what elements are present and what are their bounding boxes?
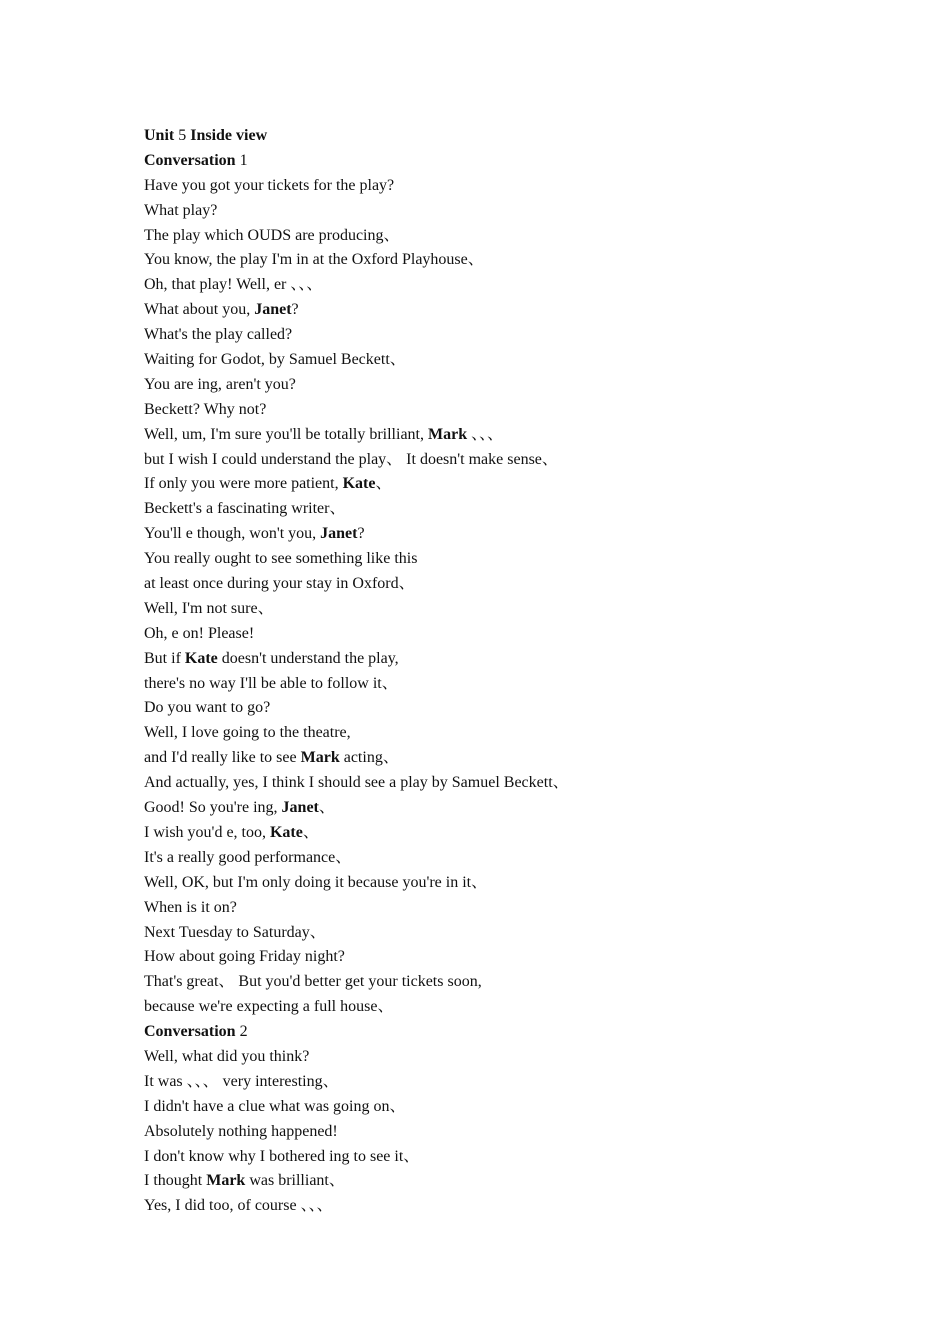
conversation-number: 2 [235, 1023, 248, 1041]
dialogue-line: When is it on? [144, 898, 237, 916]
dialogue-line: That's great、 But you'd better get your tickets soon, [144, 973, 482, 991]
dialogue-line: Have you got your tickets for the play? [144, 176, 395, 194]
conversation-label: Conversation [144, 151, 236, 169]
line-text: You'll e though, won't you, [144, 525, 321, 543]
dialogue-line: It's a really good performance、 [144, 848, 352, 866]
dialogue-line: Well, what did you think? [144, 1047, 310, 1065]
dialogue-line: I didn't have a clue what was going on、 [144, 1097, 406, 1115]
dialogue-line: Well, OK, but I'm only doing it because you're in it、 [144, 873, 488, 891]
dialogue-line [144, 647, 864, 672]
dialogue-line: at least once during your stay in Oxford、 [144, 575, 415, 593]
dialogue-line [144, 472, 864, 497]
dialogue-line: Absolutely nothing happened! [144, 1122, 338, 1140]
character-name: Mark [427, 425, 468, 443]
character-name: Mark [206, 1172, 246, 1190]
line-text: I wish you'd e, too, [144, 823, 270, 841]
line-text: acting、 [339, 749, 399, 767]
line-text: 、 [375, 475, 392, 493]
unit-word: Unit [144, 127, 175, 144]
conversation-label: Conversation [144, 1023, 236, 1041]
dialogue-line: I don't know why I bothered ing to see it、 [144, 1147, 420, 1165]
line-text: Good! So you're ing, [144, 799, 282, 817]
dialogue-line: Beckett's a fascinating writer、 [144, 500, 346, 518]
character-name: Kate [269, 823, 303, 841]
dialogue-line: What play? [144, 201, 218, 219]
character-name: Mark [300, 749, 340, 767]
line-text: ? [357, 525, 365, 543]
unit-number: 5 [174, 127, 191, 144]
conversation-1-heading [144, 149, 864, 174]
line-text: But if [144, 649, 185, 667]
dialogue-line: It was 、、、 very interesting、 [144, 1072, 339, 1090]
character-name: Janet [254, 301, 292, 319]
dialogue-line: Oh, that play! Well, er 、、、 [144, 276, 323, 294]
line-text: I thought [144, 1172, 207, 1190]
line-text: What about you, [144, 301, 255, 319]
line-text: If only you were more patient, [144, 475, 343, 493]
conversation-2-heading [144, 1020, 864, 1045]
dialogue-line: because we're expecting a full house、 [144, 998, 394, 1016]
dialogue-line: there's no way I'll be able to follow it、 [144, 674, 398, 692]
line-text: 、 [318, 799, 335, 817]
character-name: Kate [184, 649, 218, 667]
dialogue-line: Do you want to go? [144, 699, 271, 717]
character-name: Janet [320, 525, 358, 543]
unit-heading [144, 124, 864, 149]
document-page [144, 124, 864, 1219]
dialogue-line [144, 522, 864, 547]
conversation-number: 1 [235, 151, 248, 169]
dialogue-line: Yes, I did too, of course 、、、 [144, 1197, 333, 1215]
dialogue-line [144, 423, 864, 448]
dialogue-line: You are ing, aren't you? [144, 375, 296, 393]
dialogue-line [144, 1169, 864, 1194]
dialogue-line [144, 796, 864, 821]
line-text: doesn't understand the play, [217, 649, 399, 667]
dialogue-line [144, 298, 864, 323]
line-text: 、 [302, 823, 319, 841]
dialogue-line [144, 746, 864, 771]
dialogue-line: Beckett? Why not? [144, 400, 267, 418]
line-text: ? [291, 301, 299, 319]
line-text: 、、、 [467, 425, 504, 443]
dialogue-line: Well, I love going to the theatre, [144, 724, 351, 742]
dialogue-line: but I wish I could understand the play、 It doesn't make sense、 [144, 450, 558, 468]
character-name: Janet [281, 799, 319, 817]
dialogue-line: Next Tuesday to Saturday、 [144, 923, 326, 941]
dialogue-line: Well, I'm not sure、 [144, 599, 274, 617]
character-name: Kate [342, 475, 376, 493]
line-text: Well, um, I'm sure you'll be totally brilliant, [144, 425, 428, 443]
dialogue-line: Oh, e on! Please! [144, 624, 255, 642]
dialogue-line: And actually, yes, I think I should see a play by Samuel Beckett、 [144, 774, 569, 792]
dialogue-line: You really ought to see something like this [144, 550, 418, 568]
dialogue-line [144, 821, 864, 846]
line-text: and I'd really like to see [144, 749, 301, 767]
line-text: was brilliant、 [245, 1172, 345, 1190]
dialogue-line: You know, the play I'm in at the Oxford Playhouse、 [144, 251, 484, 269]
dialogue-line: The play which OUDS are producing、 [144, 226, 400, 244]
unit-title: Inside view [190, 127, 268, 144]
dialogue-line: Waiting for Godot, by Samuel Beckett、 [144, 351, 406, 369]
dialogue-line: What's the play called? [144, 326, 293, 344]
dialogue-line: How about going Friday night? [144, 948, 345, 966]
